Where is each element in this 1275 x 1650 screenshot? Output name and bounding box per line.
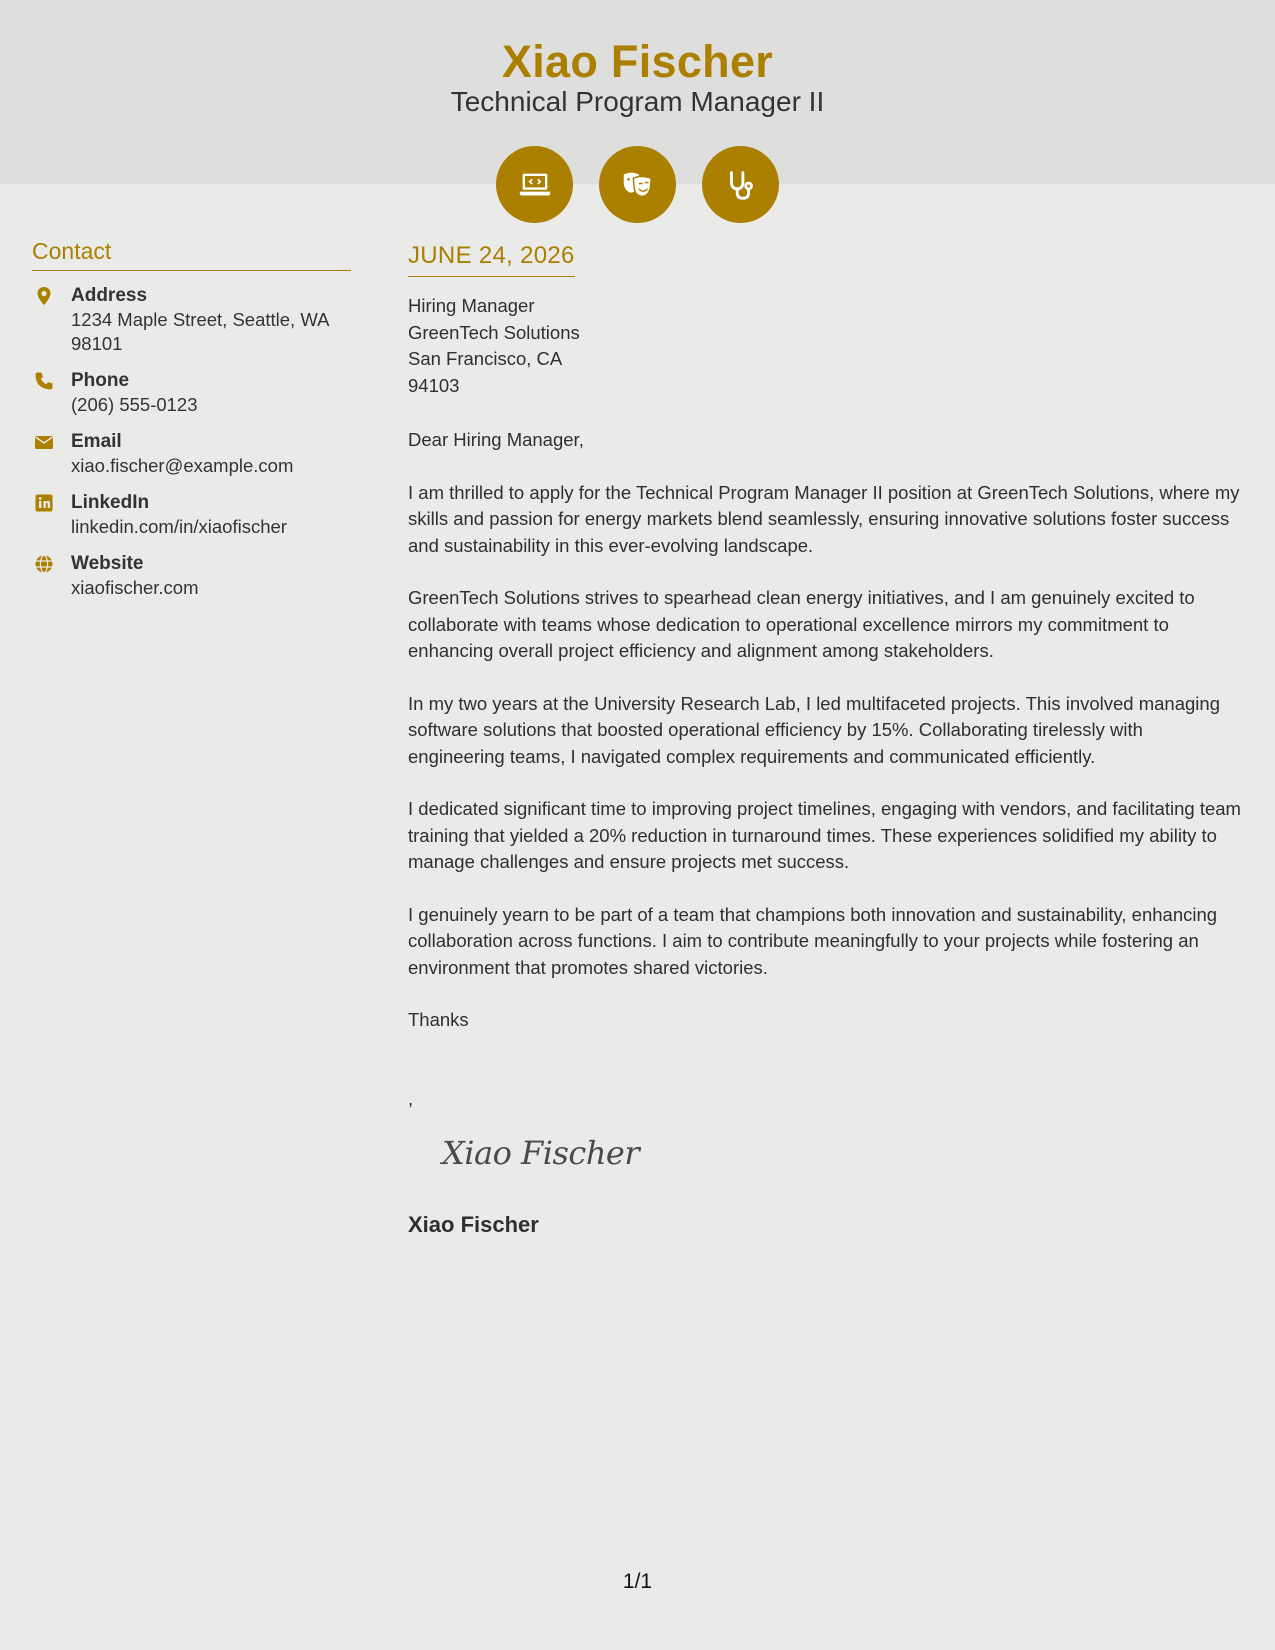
contact-value: (206) 555-0123 [71,394,198,415]
contact-address [32,283,351,356]
theater-masks-icon [599,146,676,223]
contact-list [32,283,351,600]
contact-label: Website [71,553,144,574]
salutation: Dear Hiring Manager, [408,429,584,450]
contact-phone [32,368,351,417]
contact-value[interactable]: linkedin.com/in/xiaofischer [71,516,287,537]
handwritten-signature: Xiao Fischer [442,1134,640,1172]
recipient-line: Hiring Manager [408,295,535,316]
laptop-code-icon [496,146,573,223]
contact-linkedin [32,490,351,539]
applicant-name: Xiao Fischer [501,36,774,87]
body-paragraph: I dedicated significant time to improving project timelines, engaging with vendors, and facilitating team training that yielded a 20% reduction in turnaround times. These experiences solidified my ability to manage challenges and ensure projects met success. [408,798,1241,872]
body-paragraph: In my two years at the University Research Lab, I led multifaceted projects. This involved managing software solutions that boosted operational efficiency by 15%. Collaborating tirelessly with engineering teams, I navigated complex requirements and communicated efficiently. [408,692,1220,767]
letter-date: JUNE 24, 2026 [408,240,575,277]
page-number: 1/1 [622,1570,653,1593]
closing: Thanks [408,1009,469,1030]
stethoscope-icon [702,146,779,223]
closing-comma: , [408,1087,414,1109]
contact-email [32,429,351,478]
contact-label: LinkedIn [71,492,150,513]
job-title: Technical Program Manager II [450,86,825,117]
recipient-line: San Francisco, CA [408,348,563,369]
body-paragraph: I genuinely yearn to be part of a team that champions both innovation and sustainability, enhancing collaboration across functions. I aim to contribute meaningfully to your projects while fostering an environment that promotes shared victories. [408,903,1218,978]
contact-label: Phone [71,370,130,391]
linkedin-icon [34,493,54,513]
recipient-line: 94103 [408,374,460,396]
phone-icon [34,371,54,391]
contact-value: 1234 Maple Street, Seattle, WA 98101 [71,309,329,354]
letter-body [408,240,1243,1238]
recipient-block [408,293,1243,399]
recipient-line: GreenTech Solutions [408,321,580,343]
contact-heading: Contact [32,236,351,271]
body-paragraph: I am thrilled to apply for the Technical Program Manager II position at GreenTech Solutions, where my skills and passion for energy markets blend seamlessly, ensuring innovative solutions foster success and sustainability in this ever-evolving landscape. [408,481,1240,556]
map-marker-icon [34,286,54,306]
contact-value: xiao.fischer@example.com [71,455,294,476]
contact-sidebar [32,236,351,612]
contact-value[interactable]: xiaofischer.com [71,577,199,598]
globe-icon [34,554,54,574]
envelope-icon [34,432,54,452]
contact-label: Address [71,285,148,306]
body-paragraph: GreenTech Solutions strives to spearhead clean energy initiatives, and I am genuinely excited to collaborate with teams whose dedication to operational excellence mirrors my commitment to enhancing overall project efficiency and alignment among stakeholders. [408,587,1195,661]
interest-icons [0,146,1275,223]
contact-label: Email [71,431,122,452]
signature-area [408,1134,1243,1194]
contact-website [32,551,351,600]
signer-name: Xiao Fischer [408,1212,539,1237]
